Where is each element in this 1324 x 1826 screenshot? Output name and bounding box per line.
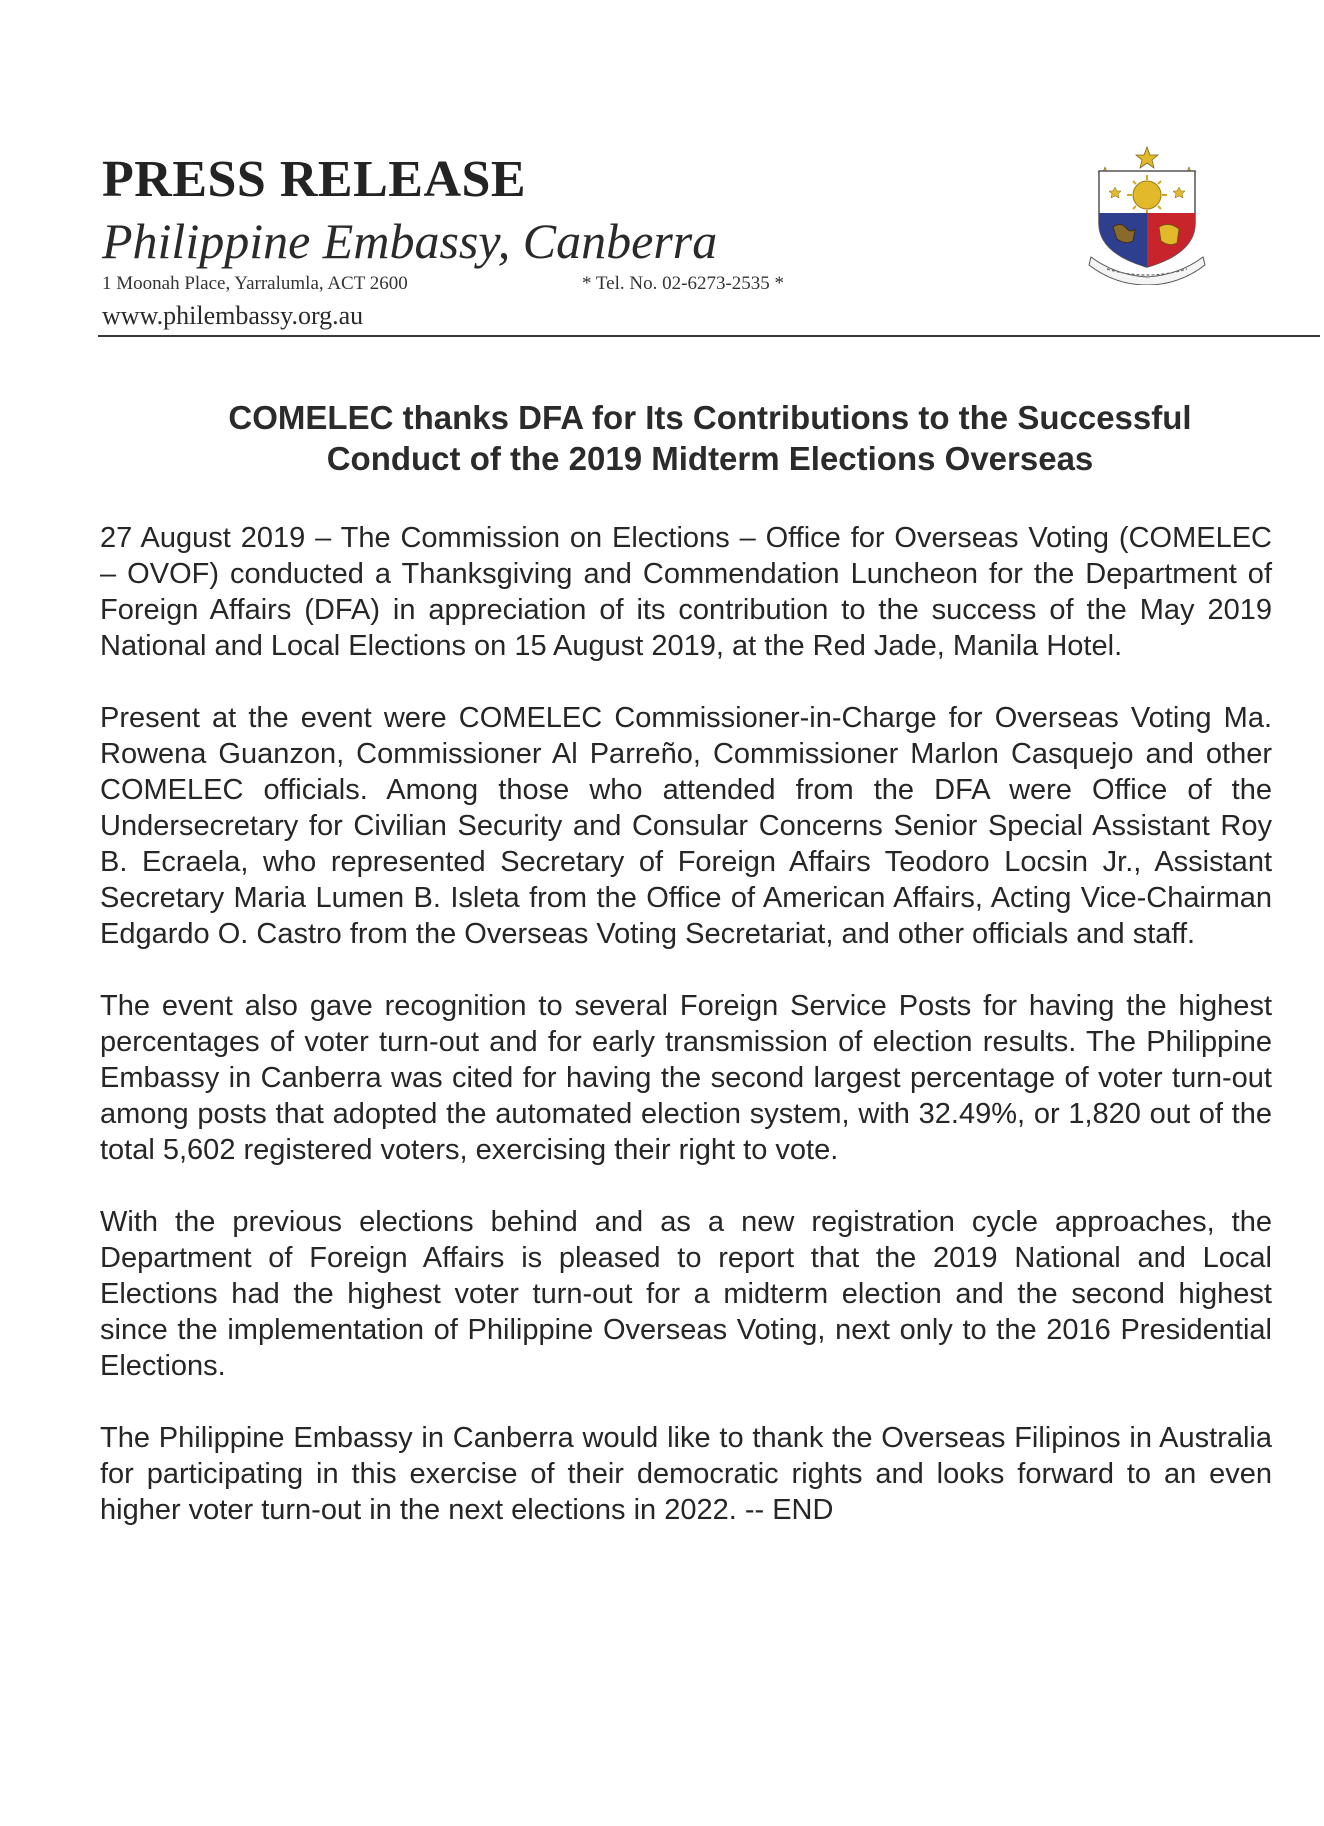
embassy-address: 1 Moonah Place, Yarralumla, ACT 2600 <box>102 273 408 294</box>
header-divider <box>98 335 1320 337</box>
press-release-headline <box>100 397 1320 479</box>
body-paragraph: Present at the event were COMELEC Commissioner-in-Charge for Overseas Voting Ma. Rowena Guanzon, Commissioner Al Parreño, Commissioner Marlon Casquejo and other COMELEC officials. Among those who attended from the DFA were Office of the Undersecretary for Civilian Security and Consular Concerns Senior Special Assistant Roy B. Ecraela, who represented Secretary of Foreign Affairs Teodoro Locsin Jr., Assistant Secretary Maria Lumen B. Isleta from the Office of American Affairs, Acting Vice-Chairman Edgardo O. Castro from the Overseas Voting Secretariat, and other officials and staff. <box>100 702 1272 950</box>
embassy-name: Philippine Embassy, Canberra <box>102 213 718 269</box>
body-paragraph: 27 August 2019 – The Commission on Elections – Office for Overseas Voting (COMELEC – OVOF) conducted a Thanksgiving and Commendation Luncheon for the Department of Foreign Affairs (DFA) in appreciation of its contribution to the success of the May 2019 National and Local Elections on 15 August 2019, at the Red Jade, Manila Hotel. <box>100 522 1272 662</box>
press-release-body <box>100 520 1272 1564</box>
philippine-coat-of-arms-icon <box>1085 145 1210 285</box>
body-paragraph: With the previous elections behind and as a new registration cycle approaches, the Department of Foreign Affairs is pleased to report that the 2019 National and Local Elections had the highest voter turn-out for a midterm election and the second highest since the implementation of Philippine Overseas Voting, next only to the 2016 Presidential Elections. <box>100 1206 1272 1382</box>
headline-line-2: Conduct of the 2019 Midterm Elections Overseas <box>326 440 1094 478</box>
press-release-title: PRESS RELEASE <box>102 151 527 208</box>
headline-line-1: COMELEC thanks DFA for Its Contributions to the Successful <box>228 399 1192 437</box>
embassy-phone: * Tel. No. 02-6273-2535 * <box>582 273 785 294</box>
body-paragraph: The event also gave recognition to several Foreign Service Posts for having the highest percentages of voter turn-out and for early transmission of election results. The Philippine Embassy in Canberra was cited for having the second largest percentage of voter turn-out among posts that adopted the automated election system, with 32.49%, or 1,820 out of the total 5,602 registered voters, exercising their right to vote. <box>100 990 1272 1166</box>
body-paragraph: The Philippine Embassy in Canberra would like to thank the Overseas Filipinos in Australia for participating in this exercise of their democratic rights and looks forward to an even higher voter turn-out in the next elections in 2022. -- END <box>100 1422 1272 1526</box>
embassy-website: www.philembassy.org.au <box>102 301 364 330</box>
